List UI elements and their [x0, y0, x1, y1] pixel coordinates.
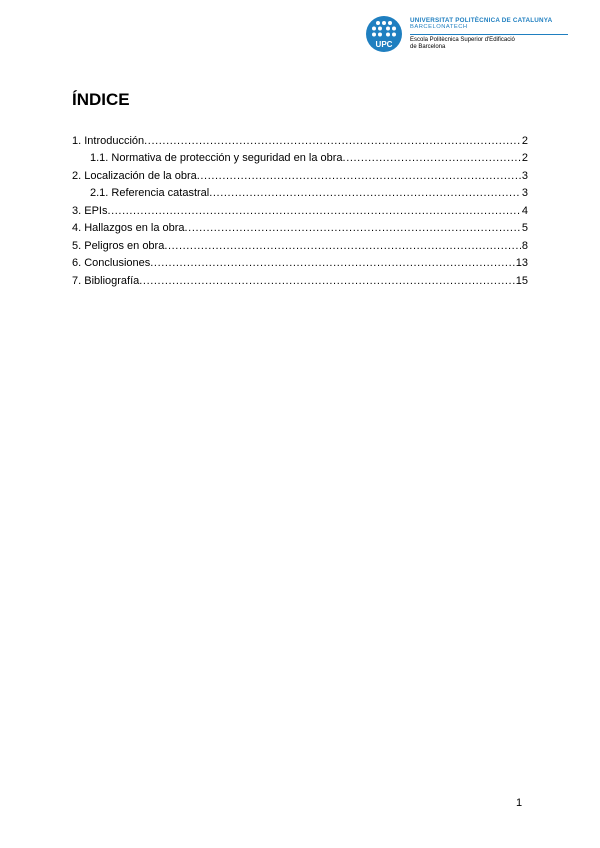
toc-entry-page: 3 — [521, 169, 528, 182]
toc-entry[interactable] — [72, 218, 528, 236]
toc-entry[interactable] — [72, 200, 528, 218]
toc-dot-leader — [209, 187, 521, 200]
upc-logo-mark-text: UPC — [375, 40, 393, 49]
toc-entry[interactable] — [72, 253, 528, 271]
toc-entry-page: 8 — [521, 239, 528, 252]
school-name-line1: Escola Politècnica Superior d'Edificació — [410, 37, 515, 43]
toc-entry-page: 13 — [515, 257, 528, 269]
toc-entry-label: 1. Introducción — [72, 134, 145, 147]
toc-entry-label: 1.1. Normativa de protección y seguridad en la obra — [90, 152, 343, 164]
toc-subentry[interactable] — [72, 183, 528, 201]
upc-logo-mark-icon — [366, 16, 402, 52]
school-name-line2: de Barcelona — [410, 43, 446, 50]
toc-entry-label: 5. Peligros en obra — [72, 239, 165, 252]
logo-divider — [410, 34, 568, 35]
toc-dot-leader — [144, 135, 521, 148]
toc-dot-leader — [139, 275, 514, 288]
toc-entry[interactable] — [72, 165, 528, 183]
page-number: 1 — [516, 797, 523, 809]
toc-entry-label: 3. EPIs — [72, 204, 108, 217]
toc-entry-page: 2 — [521, 134, 528, 147]
toc-entry-page: 15 — [515, 274, 528, 287]
university-tagline: BARCELONATECH — [410, 24, 468, 30]
toc-dot-leader — [185, 222, 521, 235]
toc-entry[interactable] — [72, 235, 528, 253]
toc-entry-label: 4. Hallazgos en la obra — [72, 222, 185, 234]
toc-entry-label: 6. Conclusiones — [72, 257, 151, 269]
toc-entry-page: 4 — [521, 204, 528, 217]
toc-entry-label: 7. Bibliografía — [72, 274, 140, 287]
logo-text-block — [410, 17, 576, 51]
toc-entry-label: 2. Localización de la obra — [72, 169, 197, 182]
toc-dot-leader — [150, 257, 514, 270]
toc-dot-leader — [197, 170, 521, 183]
upc-logo — [366, 16, 576, 58]
toc-entry-page: 5 — [521, 222, 528, 234]
toc-dot-leader — [107, 205, 520, 218]
toc-dot-leader — [164, 240, 521, 253]
toc-entry[interactable] — [72, 130, 528, 148]
page-title: ÍNDICE — [72, 90, 130, 109]
table-of-contents — [72, 130, 528, 288]
toc-entry-page: 3 — [521, 187, 528, 199]
toc-subentry[interactable] — [72, 148, 528, 166]
university-name: UNIVERSITAT POLITÈCNICA DE CATALUNYA — [410, 17, 553, 24]
toc-dot-leader — [343, 152, 521, 165]
toc-entry-page: 2 — [521, 152, 528, 164]
toc-entry-label: 2.1. Referencia catastral — [90, 187, 210, 199]
toc-entry[interactable] — [72, 270, 528, 288]
